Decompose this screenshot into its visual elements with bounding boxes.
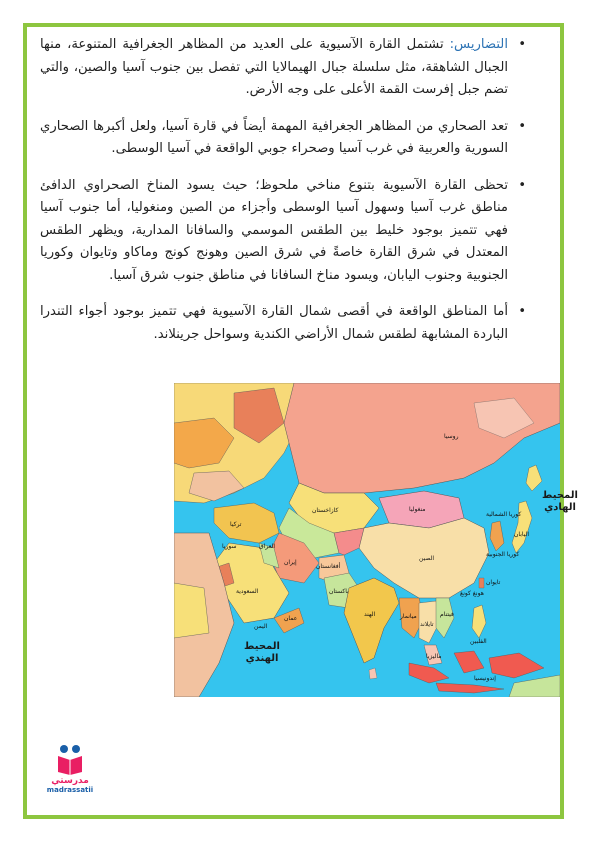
- map-label: العراق: [259, 543, 276, 550]
- map-label: ماليزيا: [426, 653, 442, 660]
- map-label: اليمن: [254, 623, 268, 630]
- asia-political-map: [174, 383, 560, 697]
- paragraph-deserts: [40, 116, 530, 161]
- madrassatii-logo: [40, 742, 100, 802]
- map-label: ميانمار: [400, 613, 417, 620]
- map-label: روسيا: [444, 433, 459, 440]
- text-body: [40, 34, 530, 360]
- term-relief: التضاريس:: [449, 37, 508, 52]
- map-label: أفغانستان: [316, 563, 341, 570]
- map-label: إيران: [284, 559, 297, 566]
- paragraph-tundra: [40, 301, 530, 346]
- bullet-icon: •: [518, 177, 526, 193]
- map-label: تايوان: [486, 579, 501, 586]
- map-label: السعودية: [236, 588, 259, 595]
- map-label: تركيا: [230, 521, 242, 528]
- logo-text-latin: madrassatii: [46, 786, 94, 794]
- bullet-icon: •: [518, 37, 526, 52]
- map-label: باكستان: [329, 588, 349, 595]
- map-label: اليابان: [514, 531, 530, 538]
- map-label: فيتنام: [440, 611, 454, 618]
- map-label: هونغ كونغ: [460, 590, 484, 597]
- logo-icon: [50, 742, 90, 776]
- bullet-icon: •: [518, 118, 526, 134]
- map-label: كازاخستان: [312, 507, 339, 514]
- paragraph-climate: [40, 175, 530, 288]
- map-label: سوريا: [222, 543, 237, 550]
- map-drawing: [174, 383, 560, 697]
- paragraph-text: أما المناطق الواقعة في أقصى شمال القارة الآسيوية فهي تتميز بوجود أجواء التندرا الباردة المشابهة لطقس شمال الأراضي الكندية وسواحل جرينلاند.: [40, 304, 508, 342]
- map-label: منغوليا: [409, 506, 426, 513]
- logo-text-arabic: مدرستي: [51, 776, 89, 786]
- map-label: عمان: [284, 615, 298, 622]
- map-label: كوريا الجنوبية: [486, 551, 520, 558]
- map-label: إندونيسيا: [474, 675, 496, 682]
- paragraph-text: تشتمل القارة الآسيوية على العديد من المظاهر الجغرافية المتنوعة، منها الجبال الشاهقة، مثل سلسلة جبال الهيمالايا التي تفصل بين جنوب آسيا والصين، والتي تضم جبل إفرست القمة الأعلى على وجه الأرض.: [40, 37, 508, 97]
- map-label: الصين: [419, 555, 435, 562]
- map-label: الفلبين: [470, 638, 487, 645]
- map-label: الهند: [364, 611, 376, 618]
- ocean-label-pacific: المحيط الهادي: [542, 490, 578, 513]
- paragraph-text: تحظى القارة الآسيوية بتنوع مناخي ملحوظ؛ حيث يسود المناخ الصحراوي الدافئ مناطق غرب آسيا وسهول آسيا الوسطى وأجزاء من الصين ومنغوليا، أما جنوب آسيا فهي تتميز بوجود خليط بين الطقس الموسمي والسافانا المدارية، ويظهر الطقس المعتدل في شرق القارة خاصةً في شرق الصين وهونج كونج وماكاو وتايوان وكوريا الجنوبية وجنوب اليابان، ويسود مناخ السافانا في مناطق جنوب شرق آسيا.: [40, 177, 508, 283]
- map-label: تايلاند: [420, 621, 434, 628]
- map-label: كوريا الشمالية: [486, 511, 522, 518]
- paragraph-text: تعد الصحاري من المظاهر الجغرافية المهمة أيضاً في قارة آسيا، ولعل أكبرها الصحاري السورية والعربية في غرب آسيا وصحراء جوبي الواقعة في آسيا الوسطى.: [40, 118, 508, 156]
- paragraph-relief: [40, 34, 530, 102]
- bullet-icon: •: [518, 304, 526, 319]
- ocean-label-indian: المحيط الهندي: [244, 641, 280, 664]
